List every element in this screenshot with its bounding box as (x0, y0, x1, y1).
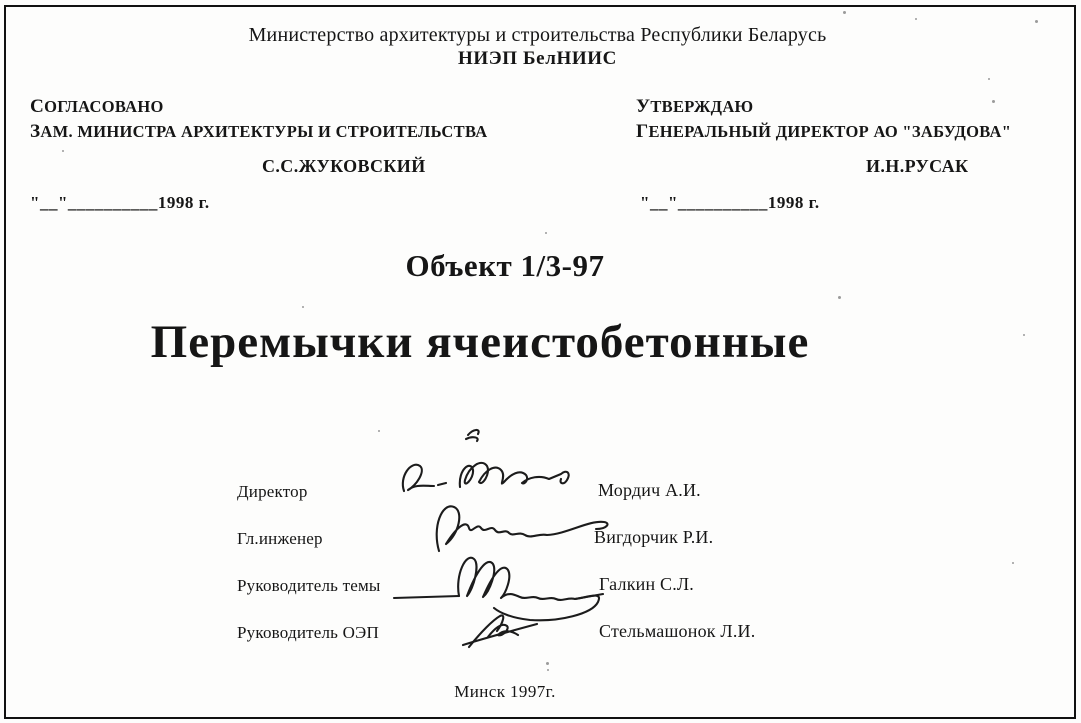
header-organization: НИЭП БелНИИС (458, 48, 617, 69)
scan-speck (1012, 562, 1014, 564)
agreed-label: СОГЛАСОВАНО (30, 96, 164, 117)
approved-signer-name: И.Н.РУСАК (866, 156, 969, 176)
agreed-signer-name: С.С.ЖУКОВСКИЙ (262, 156, 426, 176)
scan-speck (843, 11, 846, 14)
scan-speck (546, 662, 549, 665)
signature-role-topic-lead: Руководитель темы (237, 576, 381, 595)
object-number: Объект 1/3-97 (405, 248, 605, 283)
signature-name-chief-engineer: Вигдорчик Р.И. (594, 527, 714, 547)
scan-speck (378, 430, 380, 432)
scan-speck (62, 150, 64, 152)
document-title: Перемычки ячеистобетонные (150, 316, 810, 368)
approved-date-line: "__"__________1998 г. (640, 193, 820, 212)
agreed-date-line: "__"__________1998 г. (30, 193, 210, 212)
agreed-position: ЗАМ. МИНИСТРА АРХИТЕКТУРЫ И СТРОИТЕЛЬСТВА (30, 121, 488, 142)
signature-role-oep-lead: Руководитель ОЭП (237, 623, 379, 642)
agreed-block (30, 94, 487, 144)
signature-name-topic-lead: Галкин С.Л. (599, 574, 695, 594)
scan-speck (988, 78, 990, 80)
signature-name-director: Мордич А.И. (598, 480, 701, 500)
ink-mark-icon (466, 430, 479, 441)
scan-speck (915, 18, 917, 20)
chief-engineer-autograph-icon (437, 506, 608, 551)
scan-speck (547, 669, 549, 671)
signature-name-oep-lead: Стельмашонок Л.И. (599, 621, 756, 641)
footer-city-year: Минск 1997г. (454, 682, 556, 701)
scan-speck (545, 232, 547, 234)
director-autograph-icon (403, 463, 569, 491)
oep-lead-autograph-icon (463, 615, 537, 647)
approved-label: УТВЕРЖДАЮ (636, 96, 754, 117)
topic-lead-autograph-icon (394, 558, 603, 621)
scan-speck (992, 100, 995, 103)
approved-position: ГЕНЕРАЛЬНЫЙ ДИРЕКТОР АО "ЗАБУДОВА" (636, 121, 1012, 142)
scan-speck (1023, 334, 1025, 336)
scan-speck (838, 296, 841, 299)
scan-speck (302, 306, 304, 308)
signature-role-chief-engineer: Гл.инженер (237, 529, 323, 548)
header-ministry: Министерство архитектуры и строительства Республики Беларусь (248, 24, 827, 46)
approved-block (636, 94, 1011, 144)
scan-speck (1035, 20, 1038, 23)
signature-role-director: Директор (237, 482, 308, 501)
